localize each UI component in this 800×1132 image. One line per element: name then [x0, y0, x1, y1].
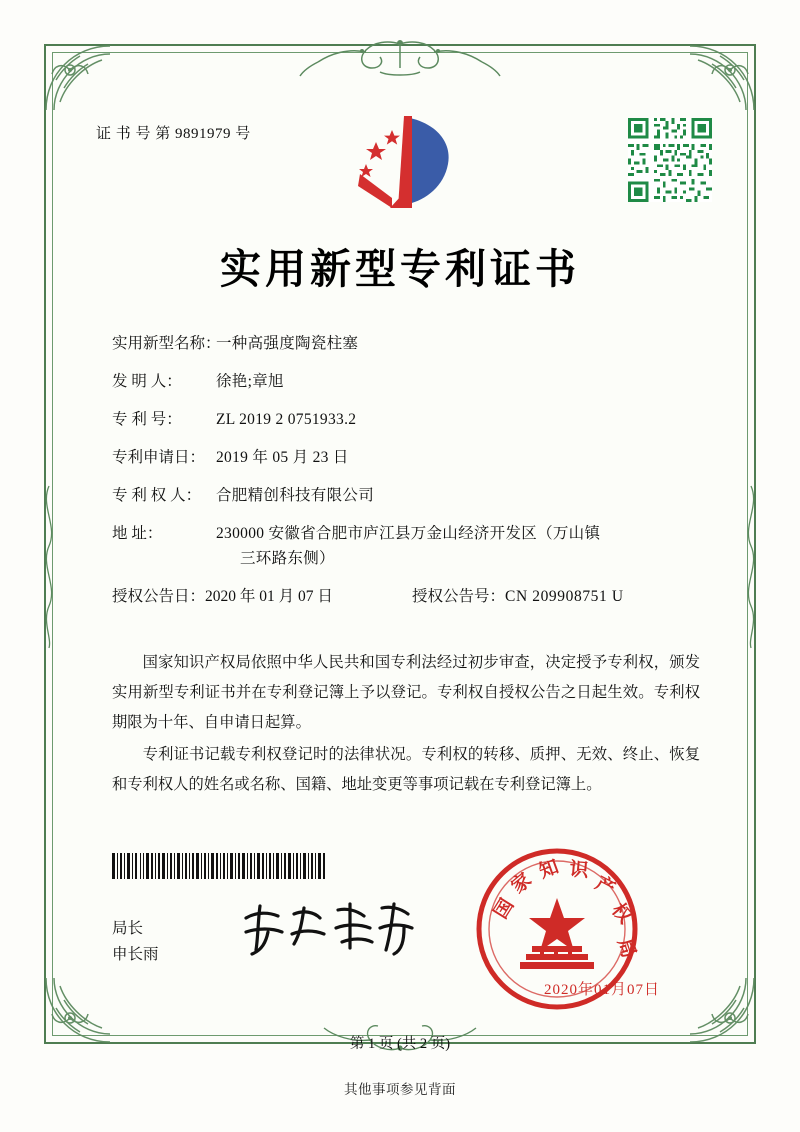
- field-label: 实用新型名称：: [112, 335, 221, 352]
- publication-date-value: 2020 年 01 月 07 日: [205, 587, 333, 605]
- field-inventor: [112, 374, 704, 390]
- field-value: [216, 526, 704, 566]
- page-number: 第 1 页 (共 2 页): [349, 1036, 451, 1052]
- signature-name: 申长雨: [112, 946, 159, 963]
- publication-number: [412, 589, 624, 605]
- field-value: 一种高强度陶瓷柱塞: [216, 335, 359, 352]
- field-label: 地 址：: [112, 525, 163, 542]
- svg-text:产: 产: [591, 872, 619, 901]
- field-patent-number: [112, 412, 704, 428]
- qr-code-icon: [628, 118, 712, 202]
- cnipa-logo-icon: [352, 112, 460, 216]
- signature-block: [112, 916, 159, 968]
- field-label: 专 利 权 人：: [112, 487, 202, 504]
- footer-note: 其他事项参见背面: [344, 1082, 456, 1097]
- publication-number-value: CN 209908751 U: [505, 587, 624, 605]
- left-ornament-icon: [36, 476, 62, 656]
- page-title: 实用新型专利证书: [220, 246, 580, 292]
- field-label: 专利申请日：: [112, 449, 206, 466]
- publication-date-label: 授权公告日：: [112, 587, 206, 605]
- publication-number-label: 授权公告号：: [412, 587, 506, 605]
- field-label: 专 利 号：: [112, 411, 182, 428]
- corner-ornament-icon: [686, 40, 760, 114]
- corner-ornament-icon: [40, 40, 114, 114]
- body-text: [112, 648, 700, 802]
- svg-text:权: 权: [607, 899, 636, 928]
- field-label: 发 明 人：: [112, 373, 182, 390]
- svg-text:知: 知: [536, 856, 562, 883]
- field-publication: [112, 589, 704, 605]
- field-application-date: [112, 450, 704, 466]
- svg-text:家: 家: [507, 869, 536, 898]
- svg-text:国: 国: [490, 895, 519, 923]
- handwritten-signature-icon: [238, 898, 418, 960]
- address-line-1: 230000 安徽省合肥市庐江县万金山经济开发区（万山镇: [216, 525, 601, 542]
- svg-text:识: 识: [568, 859, 590, 882]
- publication-date: [112, 589, 412, 605]
- field-list: [112, 336, 704, 604]
- field-address: [112, 526, 704, 566]
- address-line-2: 三环路东侧）: [240, 549, 335, 567]
- svg-text:局: 局: [613, 936, 640, 961]
- field-value: ZL 2019 2 0751933.2: [216, 411, 357, 428]
- certificate-number: 证 书 号 第 9891979 号: [96, 126, 251, 142]
- paragraph-2: 专利证书记载专利权登记时的法律状况。专利权的转移、质押、无效、终止、恢复和专利权人的姓名或名称、国籍、地址变更等事项记载在专利登记簿上。: [112, 746, 700, 793]
- right-ornament-icon: [738, 476, 764, 656]
- field-value: 2019 年 05 月 23 日: [216, 449, 349, 466]
- seal-date: 2020年01月07日: [543, 982, 660, 998]
- paragraph-1: 国家知识产权局依照中华人民共和国专利法经过初步审查，决定授予专利权，颁发实用新型专利证书并在专利登记簿上予以登记。专利权自授权公告之日起生效。专利权期限为十年、自申请日起算。: [112, 654, 700, 731]
- field-patentee: [112, 488, 704, 504]
- top-ornament-icon: [270, 38, 530, 80]
- barcode-icon: [112, 853, 326, 879]
- field-value: 合肥精创科技有限公司: [216, 487, 375, 504]
- field-value: 徐艳;章旭: [216, 373, 284, 390]
- field-utility-model-name: [112, 336, 704, 352]
- signature-title: 局长: [112, 920, 144, 937]
